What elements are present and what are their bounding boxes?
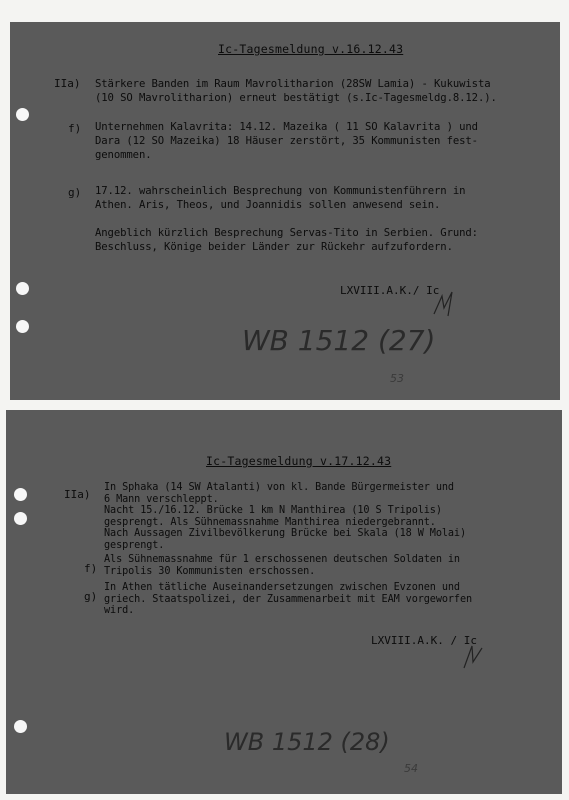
section-text: Angeblich kürzlich Besprechung Servas-Tito in Serbien. Grund: Beschluss, Könige beider Länder zur Rückehr aufzufordern. bbox=[95, 227, 478, 253]
report-sheet-16-12 bbox=[10, 22, 560, 400]
section-label: g) bbox=[84, 590, 98, 603]
section-text: Als Sühnemassnahme für 1 erschossenen deutschen Soldaten in Tripolis 30 Kommunisten erschossen. bbox=[104, 554, 460, 577]
initials-scribble bbox=[430, 290, 460, 318]
initials-scribble bbox=[458, 642, 488, 672]
section-text: In Sphaka (14 SW Atalanti) von kl. Bande Bürgermeister und 6 Mann verschleppt. Nacht 15./16.12. Brücke 1 km N Manthirea (10 S Tripolis) gesprengt. Als Sühnemassnahme Manthirea niedergebrannt. Nach Aussagen Zivilbevölkerung Brücke bei Skala (18 W Molai) gesprengt. bbox=[104, 482, 467, 551]
punch-hole bbox=[16, 320, 29, 333]
section-text: Unternehmen Kalavrita: 14.12. Mazeika ( 11 SO Kalavrita ) und Dara (12 SO Mazeika) 18 Häuser zerstört, 35 Kommunisten fest- genommen. bbox=[95, 121, 478, 161]
signature-line: LXVIII.A.K./ Ic bbox=[340, 284, 440, 297]
section-label: g) bbox=[68, 186, 82, 199]
punch-hole bbox=[14, 512, 27, 525]
page-number: 54 bbox=[404, 762, 418, 775]
punch-hole bbox=[16, 282, 29, 295]
section-label: IIa) bbox=[64, 488, 91, 501]
page-number: 53 bbox=[390, 372, 404, 385]
section-label: f) bbox=[68, 122, 82, 135]
punch-hole bbox=[16, 108, 29, 121]
punch-hole bbox=[14, 488, 27, 501]
punch-hole bbox=[14, 720, 27, 733]
section-text: 17.12. wahrscheinlich Besprechung von Kommunistenführern in Athen. Aris, Theos, und Joannidis sollen anwesend sein. bbox=[95, 185, 466, 211]
report-sheet-17-12 bbox=[6, 410, 562, 794]
section-label: f) bbox=[84, 562, 98, 575]
handwritten-archive-ref: WB 1512 (27) bbox=[242, 324, 436, 357]
report-title: Ic-Tagesmeldung v.16.12.43 bbox=[218, 42, 404, 56]
section-label: IIa) bbox=[54, 77, 81, 90]
section-text: Stärkere Banden im Raum Mavrolitharion (28SW Lamia) - Kukuwista (10 SO Mavrolitharion) erneut bestätigt (s.Ic-Tagesmeldg.8.12.). bbox=[95, 78, 497, 104]
section-text: In Athen tätliche Auseinandersetzungen zwischen Evzonen und griech. Staatspolizei, der Zusammenarbeit mit EAM vorgeworfen wird. bbox=[104, 582, 473, 616]
report-title: Ic-Tagesmeldung v.17.12.43 bbox=[206, 454, 392, 468]
handwritten-archive-ref: WB 1512 (28) bbox=[224, 728, 390, 756]
signature-line: LXVIII.A.K. / Ic bbox=[371, 634, 477, 647]
